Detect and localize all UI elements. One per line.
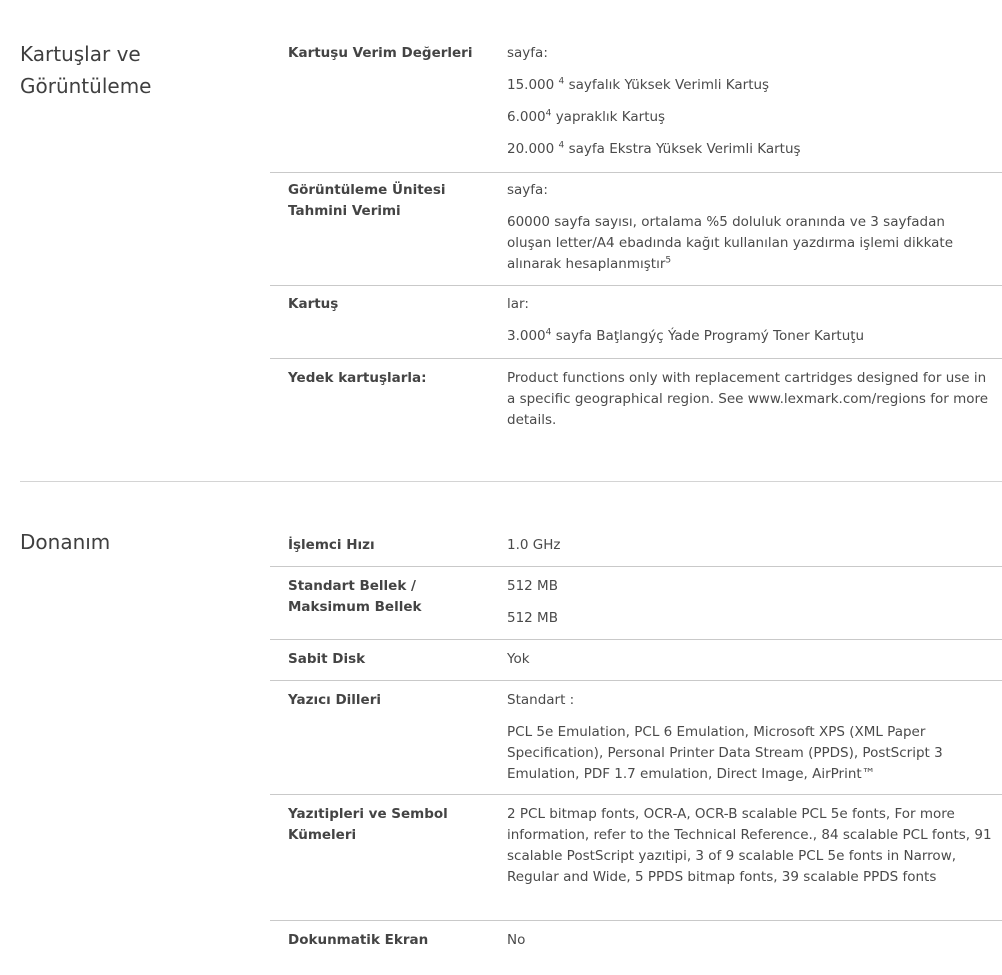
spec-row-touch-screen [270, 920, 1002, 970]
spec-row-cartridge-yield [270, 38, 1002, 164]
spec-value: 1.0 GHz [507, 537, 561, 553]
spec-value: 2 PCL bitmap fonts, OCR-A, OCR-B scalable PCL 5e fonts, For more information, refer to the Technical Reference., 84 scalable PCL fonts, 91 scalable PostScript yazıtipi, 3 of 9 scalable PCL 5e fonts in Narrow, Regular and Wide, 5 PPDS bitmap fonts, 39 scalable PPDS fonts [507, 806, 992, 885]
spec-values [507, 180, 992, 275]
spec-row-hard-disk [270, 639, 1002, 681]
spec-value: 15.000 $^4$ sayfalık Yüksek Verimli Kartuş [507, 76, 770, 93]
spec-value: Product functions only with replacement cartridges designed for use in a specific geographical region. See www.lexmark.com/regions for more details. [507, 370, 989, 428]
spec-label: Yazıcı Dilleri [288, 692, 381, 708]
spec-values [507, 690, 992, 785]
spec-value: 20.000 $^4$ sayfa Ekstra Yüksek Verimli Kartuş [507, 140, 801, 157]
spec-row-replacement-cartridges [270, 358, 1002, 448]
spec-rows-cartridges [270, 38, 1002, 428]
spec-value: sayfa: [507, 45, 548, 61]
spec-value: sayfa: [507, 182, 548, 198]
spec-label: Standart Bellek / Maksimum Bellek [288, 578, 422, 615]
spec-value: 60000 sayfa sayısı, ortalama %5 doluluk oranında ve 3 sayfadan oluşan letter/A4 ebadında kağıt kullanılan yazdırma işlemi dikkate alınarak hesaplanmıştır$^5$ [507, 214, 954, 272]
spec-label: Kartuş [288, 296, 339, 312]
spec-row-memory [270, 566, 1002, 641]
spec-value: No [507, 932, 526, 948]
spec-value: Yok [507, 651, 530, 667]
section-title-cartridges [20, 38, 250, 102]
spec-value: lar: [507, 296, 529, 312]
spec-values [507, 43, 992, 160]
footnote-ref: 4 [545, 327, 552, 338]
spec-value: 512 MB [507, 610, 558, 626]
footnote-ref: 4 [558, 140, 565, 151]
spec-label: Kartuşu Verim Değerleri [288, 45, 473, 61]
spec-value: PCL 5e Emulation, PCL 6 Emulation, Microsoft XPS (XML Paper Specification), Personal Printer Data Stream (PPDS), PostScript 3 Emulation, PDF 1.7 emulation, Direct Image, AirPrint™ [507, 724, 943, 782]
spec-values [507, 368, 992, 431]
spec-values [507, 649, 992, 670]
spec-label: İşlemci Hızı [288, 537, 375, 553]
footnote-ref: 4 [545, 108, 552, 119]
spec-row-imaging-unit-yield [270, 172, 1002, 293]
spec-label: Yazıtipleri ve Sembol Kümeleri [288, 806, 448, 843]
section-divider [20, 481, 1002, 482]
spec-label: Görüntüleme Ünitesi Tahmini Verimi [288, 182, 446, 219]
spec-values [507, 576, 992, 629]
spec-values [507, 535, 992, 556]
footnote-ref: 4 [558, 76, 565, 87]
spec-values [507, 294, 992, 347]
spec-value: 6.000$^4$ yapraklık Kartuş [507, 108, 666, 125]
spec-row-cartridge [270, 285, 1002, 360]
spec-label: Sabit Disk [288, 651, 366, 667]
section-title-hardware: Donanım [20, 530, 111, 554]
spec-values [507, 930, 992, 951]
section-title-line2: Görüntüleme [20, 74, 152, 98]
spec-label: Dokunmatik Ekran [288, 932, 429, 948]
spec-label: Yedek kartuşlarla: [288, 370, 427, 386]
footnote-ref: 5 [665, 255, 672, 266]
spec-row-printer-languages [270, 680, 1002, 796]
spec-values [507, 804, 992, 888]
spec-value: Standart : [507, 692, 575, 708]
spec-value: 512 MB [507, 578, 558, 594]
spec-value: 3.000$^4$ sayfa Baţlangýç Ýade Programý Toner Kartuţu [507, 327, 865, 344]
section-title-line1: Kartuşlar ve [20, 42, 141, 66]
spec-row-fonts [270, 794, 1002, 920]
